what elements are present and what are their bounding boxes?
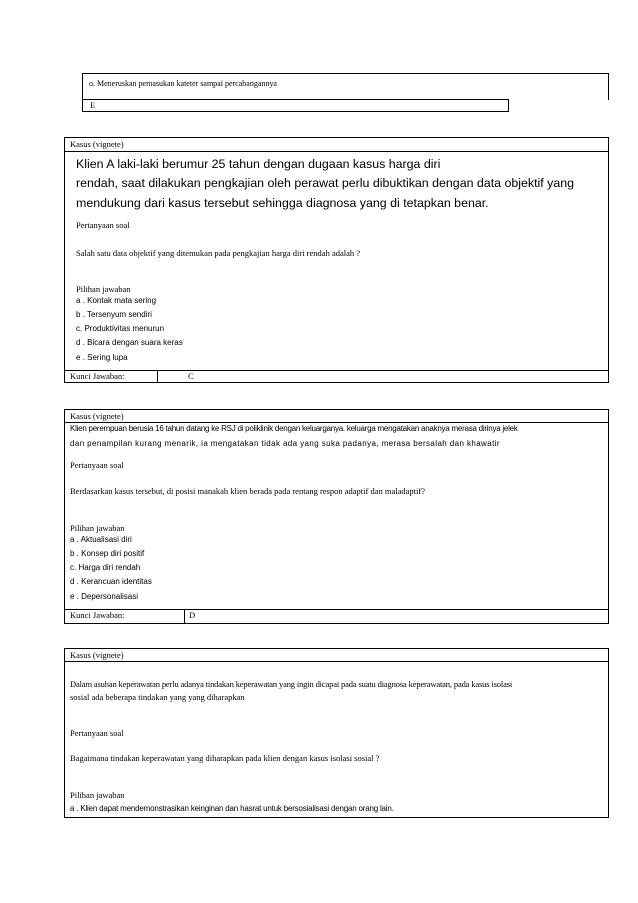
case-2-choice-b: b . Konsep diri positif [70,549,145,558]
case-2-choice-a: a . Aktualisasi diri [70,535,132,544]
case-3-vignette-line-2: sosial ada beberapa tindakan yang yang diharapkan [70,692,245,702]
case-1-vignette-label: Kasus (vignete) [70,139,124,149]
case-2-vignette-line-2: dan penampilan kurang menarik, ia mengatakan tidak ada yang suka padanya, merasa bersalah dan khawatir [70,439,500,448]
case-1-choice-e: e . Sering lupa [76,353,128,362]
top-option-box [82,73,609,100]
case-2-choices-label: Pilihan jawaban [70,523,125,533]
case-3-box [64,648,609,818]
case-3-choices-label: Pilihan jawaban [70,790,125,800]
case-2-key-value: D [189,610,196,620]
case-2-key-label: Kunci Jawaban: [70,610,125,620]
case-1-vignette-line-3: mendukung dari kasus tersebut sehingga diagnosa yang di tetapkan benar. [76,196,489,210]
case-2-choice-d: d . Kerancuan identitas [70,577,152,586]
top-answer-box [82,99,509,112]
case-3-choice-a: a . Klien dapat mendemonstrasikan keinginan dan hasrat untuk bersosialisasi dengan orang lain. [70,804,394,813]
case-1-choice-c: c. Produktivitas menurun [76,324,165,333]
case-1-choice-b: b . Tersenyum sendiri [76,310,152,319]
case-3-question-label: Pertanyaan soal [70,728,124,738]
case-1-key-value: C [188,371,194,381]
option-o-text: o. Meneruskan pemasukan kateter sampai percabangannya [89,79,277,88]
case-1-vignette-line-1: Klien A laki-laki berumur 25 tahun dengan dugaan kasus harga diri [76,157,441,171]
case-2-box [64,409,609,624]
case-3-vignette-line-1: Dalam asuhan keperawatan perlu adanya tindakan keperawatan yang ingin dicapai pada suatu diagnosa keperawatan, pada kasus isolasi [70,679,513,689]
case-1-key-label: Kunci Jawaban: [70,371,125,381]
case-1-vignette-line-2: rendah, saat dilakukan pengkajian oleh perawat perlu dibuktikan dengan data objektif yang [76,176,575,190]
case-2-choice-e: e . Depersonalisasi [70,592,139,601]
case-2-vignette-line-1: Klien perempuan berusia 16 tahun datang ke RSJ di poliklinik dengan keluarganya. keluarga mengatakan anaknya merasa dirinya jelek [70,424,518,433]
case-1-question: Salah satu data objektif yang ditemukan pada pengkajian harga diri rendah adalah ? [76,248,361,258]
case-1-choices-label: Pilihan jawaban [76,284,131,294]
case-2-question-label: Pertanyaan soal [70,460,124,470]
case-3-question: Bagaimana tindakan keperawatan yang diharapkan pada klien dengan kasus isolasi sosial ? [70,753,380,763]
case-2-vignette-label: Kasus (vignete) [70,411,124,421]
case-1-question-label: Pertanyaan soal [76,220,130,230]
case-1-choice-d: d . Bicara dengan suara keras [76,338,183,347]
case-1-box [64,137,609,383]
case-1-choice-a: a . Kontak mata sering [76,296,157,305]
case-3-vignette-label: Kasus (vignete) [70,650,124,660]
top-answer: E [90,100,96,110]
case-2-question: Berdasarkan kasus tersebut, di posisi manakah klien berada pada rentang respon adaptif dan maladaptif? [70,486,425,496]
case-2-choice-c: c. Harga diri rendah [70,563,141,572]
